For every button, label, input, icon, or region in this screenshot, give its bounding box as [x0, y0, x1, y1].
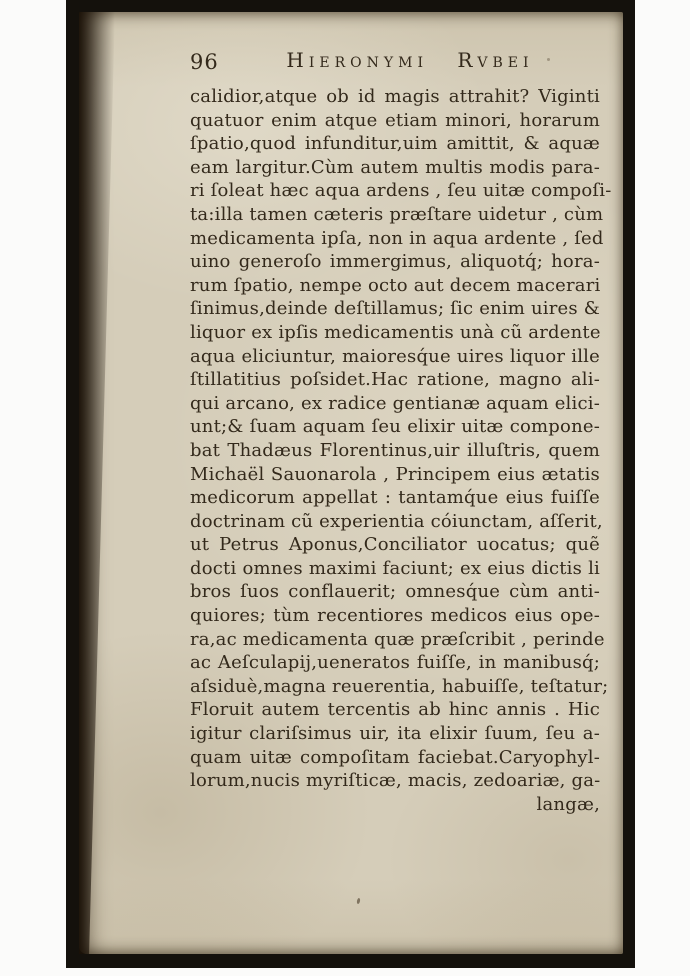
text-line: ſtillatitius poſsidet.Hac ratione, magno ali- — [190, 369, 600, 391]
text-line: ut Petrus Aponus,Conciliator uocatus; quẽ — [190, 534, 600, 556]
text-line: medicamenta ipſa, non in aqua ardente , ſed — [190, 227, 604, 249]
text-line: docti omnes maximi faciunt; ex eius dictis li — [190, 557, 600, 579]
text-line: igitur clariſsimus uir, ita elixir ſuum, ſeu a- — [190, 723, 600, 745]
running-header-title: Hieronymi Rvbei — [286, 48, 534, 72]
text-line: Michaël Sauonarola , Principem eius ætatis — [190, 463, 600, 485]
page-number: 96 — [190, 50, 219, 74]
text-line: rum ſpatio, nempe octo aut decem macerari — [190, 274, 601, 296]
text-line: qui arcano, ex radice gentianæ aquam elici- — [190, 392, 600, 414]
text-line: ri ſoleat hæc aqua ardens , ſeu uitæ compoſi- — [190, 180, 612, 202]
text-line: ſinimus,deinde deſtillamus; ſic enim uires & — [190, 298, 600, 320]
text-line: Floruit autem tercentis ab hinc annis . Hic — [190, 699, 600, 721]
catchword: langæ, — [536, 794, 600, 815]
scan-background — [66, 0, 635, 968]
paper-speck — [356, 898, 360, 904]
text-line: liquor ex ipſis medicamentis unà cũ ardente — [190, 321, 601, 343]
text-line: ac Aeſculapij,ueneratos fuiſſe, in manibusq́; — [190, 652, 600, 674]
text-line: medicorum appellat : tantamq́ue eius fuiſſe — [190, 487, 600, 509]
text-line: bat Thadæus Florentinus,uir illuſtris, quem — [190, 439, 600, 461]
book-page — [79, 12, 623, 954]
text-line: aſsiduè,magna reuerentia, habuiſſe, teſtatur; — [190, 675, 609, 697]
paper-speck — [547, 58, 550, 61]
text-line: doctrinam cũ experientia cóiunctam, aſſerit, — [190, 510, 603, 532]
text-line: aqua eliciuntur, maioresq́ue uires liquor ille — [190, 345, 600, 367]
text-line: unt;& ſuam aquam ſeu elixir uitæ compone- — [190, 416, 600, 438]
text-line: ſpatio,quod infunditur,uim amittit, & aquæ — [190, 133, 600, 155]
text-line: quiores; tùm recentiores medicos eius ope- — [190, 605, 600, 627]
text-line: uino generoſo immergimus, aliquotq́; hora- — [190, 251, 600, 273]
text-line: ta:illa tamen cæteris præſtare uidetur , cùm — [190, 203, 604, 225]
text-line: calidior,atque ob id magis attrahit? Viginti — [190, 86, 600, 107]
running-head — [190, 48, 600, 74]
text-line: eam largitur.Cùm autem multis modis para- — [190, 156, 600, 178]
binding-gutter-shadow — [79, 12, 115, 954]
text-line: ra,ac medicamenta quæ præſcribit , perinde — [190, 628, 605, 650]
text-line: quatuor enim atque etiam minori, horarum — [190, 109, 600, 131]
body-text-block — [190, 85, 612, 793]
text-line: lorum,nucis myriſticæ, macis, zedoariæ, ga- — [190, 770, 601, 792]
text-line: quam uitæ compoſitam faciebat.Caryophyl- — [190, 746, 600, 768]
text-line: bros ſuos conflauerit; omnesq́ue cùm anti- — [190, 581, 600, 603]
